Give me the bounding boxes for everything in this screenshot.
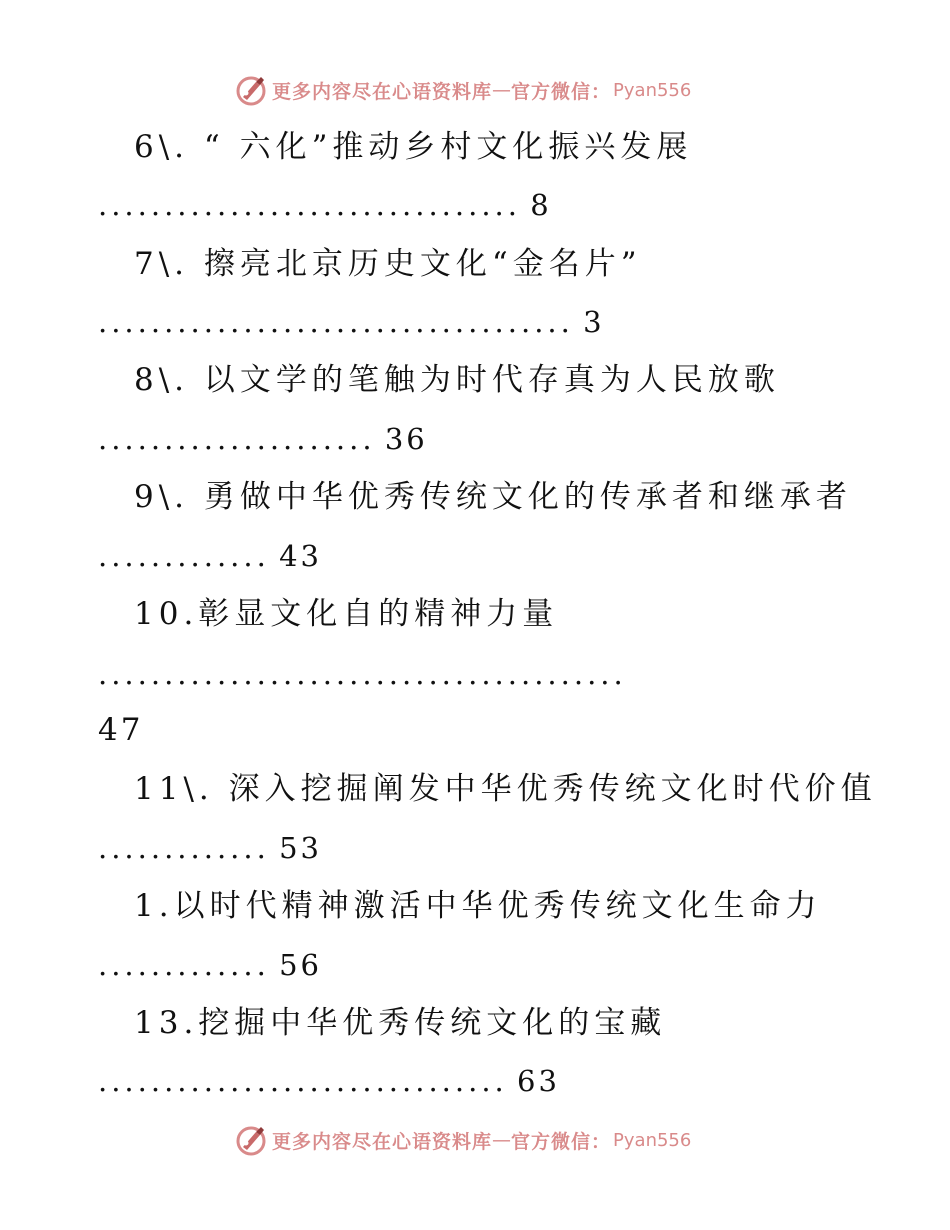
footer-watermark (234, 1123, 691, 1157)
brush-logo-icon (234, 73, 268, 107)
toc-dot-leader: ..................... (98, 422, 376, 456)
toc-entry-leader (98, 417, 428, 461)
toc-entry-leader (98, 534, 322, 578)
brush-logo-icon (234, 1123, 268, 1157)
toc-page-number: 3 (583, 305, 605, 339)
toc-entry-title: 13.挖掘中华优秀传统文化的宝藏 (134, 1005, 667, 1041)
watermark-wechat-id: Pyan556 (613, 1129, 692, 1151)
toc-entry-leader (98, 826, 322, 870)
toc-entry-title: 9\. 勇做中华优秀传统文化的传承者和继承者 (134, 479, 852, 515)
toc-entry-leader (98, 1059, 560, 1103)
toc-dot-leader: ............. (98, 948, 270, 982)
toc-dot-leader: ........................................ (98, 657, 627, 691)
toc-entry-title: 10.彰显文化自的精神力量 (134, 596, 559, 632)
toc-page-number: 47 (98, 712, 144, 748)
toc-entry-leader (98, 300, 605, 344)
toc-entry-leader (98, 943, 322, 987)
toc-entry-title: 1.以时代精神激活中华优秀传统文化生命力 (134, 888, 822, 924)
header-watermark (234, 73, 691, 107)
toc-dot-leader: ............. (98, 539, 270, 573)
toc-dot-leader: ............................... (98, 1064, 508, 1098)
watermark-wechat-id: Pyan556 (613, 79, 692, 101)
toc-page-number: 43 (279, 539, 322, 573)
toc-dot-leader: ............. (98, 831, 270, 865)
toc-dot-leader: .................................... (98, 305, 574, 339)
toc-entry-leader (98, 183, 552, 227)
watermark-official-label: 官方微信： (511, 1130, 612, 1153)
toc-dot-leader: ................................ (98, 188, 521, 222)
watermark-separator: — (492, 1129, 512, 1151)
watermark-official-label: 官方微信： (511, 80, 612, 103)
toc-entry-title: 11\. 深入挖掘阐发中华优秀传统文化时代价值 (134, 771, 877, 807)
toc-page-number: 63 (517, 1064, 560, 1098)
watermark-separator: — (492, 79, 512, 101)
toc-page-number: 36 (384, 422, 428, 456)
watermark-text: 更多内容尽在心语资料库 (272, 80, 493, 103)
toc-page-number: 53 (279, 831, 322, 865)
toc-page-number: 8 (530, 188, 552, 222)
toc-entry-title: 8\. 以文学的笔触为时代存真为人民放歌 (134, 362, 780, 398)
toc-entry-leader (98, 652, 627, 696)
toc-entry-title: 7\. 擦亮北京历史文化“金名片” (134, 246, 642, 282)
watermark-text: 更多内容尽在心语资料库 (272, 1130, 493, 1153)
toc-page-number: 56 (279, 948, 322, 982)
toc-entry-title: 6\. “ 六化”推动乡村文化振兴发展 (134, 129, 693, 165)
